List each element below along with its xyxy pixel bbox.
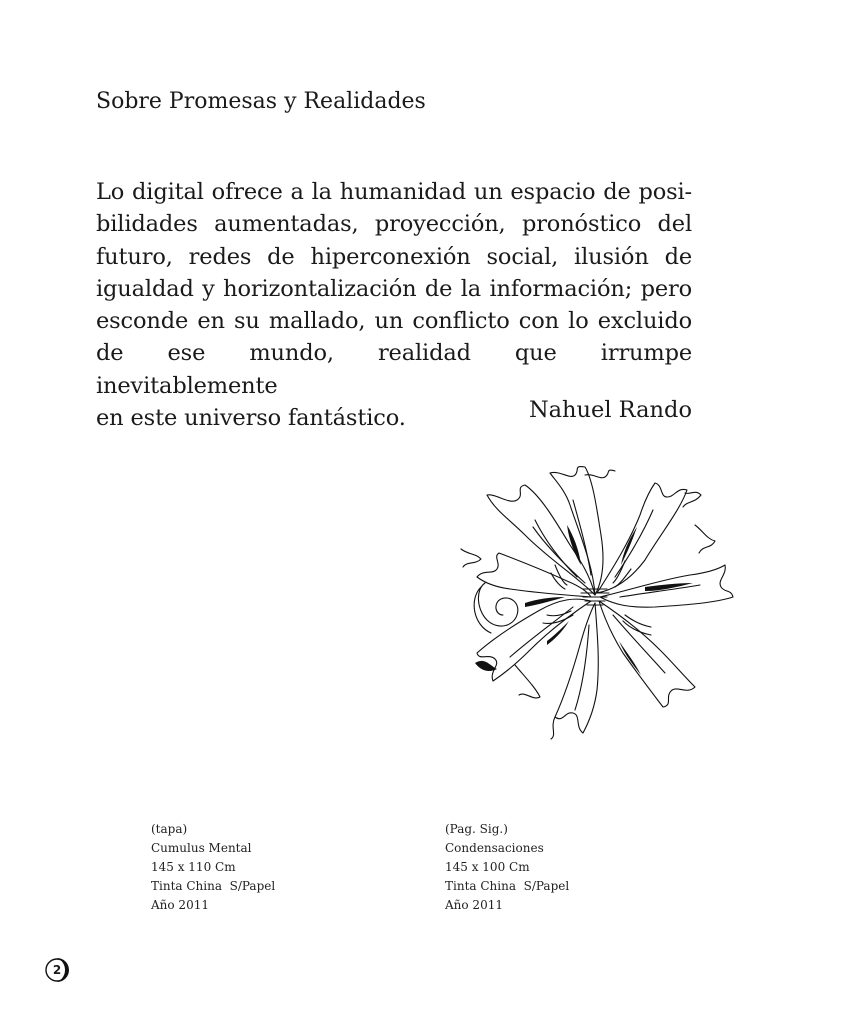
caption-cover-artwork bbox=[151, 820, 275, 915]
ink-radial-drawing-icon bbox=[455, 465, 735, 740]
caption-line: Tinta China S/Papel bbox=[151, 879, 276, 893]
caption-line: Cumulus Mental bbox=[151, 841, 252, 855]
body-line: de ese mundo, realidad que irrumpe inevitablemente bbox=[96, 340, 692, 399]
caption-line: Año 2011 bbox=[445, 898, 503, 912]
author-signature: Nahuel Rando bbox=[528, 397, 692, 423]
caption-line: 145 x 100 Cm bbox=[445, 860, 530, 874]
caption-line: Año 2011 bbox=[151, 898, 209, 912]
page-number: 2 bbox=[52, 963, 62, 977]
caption-line: (tapa) bbox=[151, 822, 188, 836]
body-line: en este universo fantástico. bbox=[96, 405, 406, 432]
body-line: esconde en su mallado, un conflicto con lo excluido bbox=[96, 308, 692, 335]
body-line: igualdad y horizontalización de la información; pero bbox=[96, 275, 692, 302]
caption-next-page-artwork bbox=[445, 820, 569, 915]
caption-line: Tinta China S/Papel bbox=[445, 879, 570, 893]
page-number-badge bbox=[44, 955, 74, 985]
caption-line: 145 x 110 Cm bbox=[151, 860, 236, 874]
caption-line: (Pag. Sig.) bbox=[445, 822, 508, 836]
body-line: bilidades aumentadas, proyección, pronóstico del bbox=[96, 211, 692, 238]
page-heading: Sobre Promesas y Realidades bbox=[96, 89, 426, 114]
body-line: Lo digital ofrece a la humanidad un espacio de posi- bbox=[96, 179, 692, 205]
caption-line: Condensaciones bbox=[445, 841, 544, 855]
body-line: futuro, redes de hiperconexión social, ilusión de bbox=[96, 243, 692, 270]
